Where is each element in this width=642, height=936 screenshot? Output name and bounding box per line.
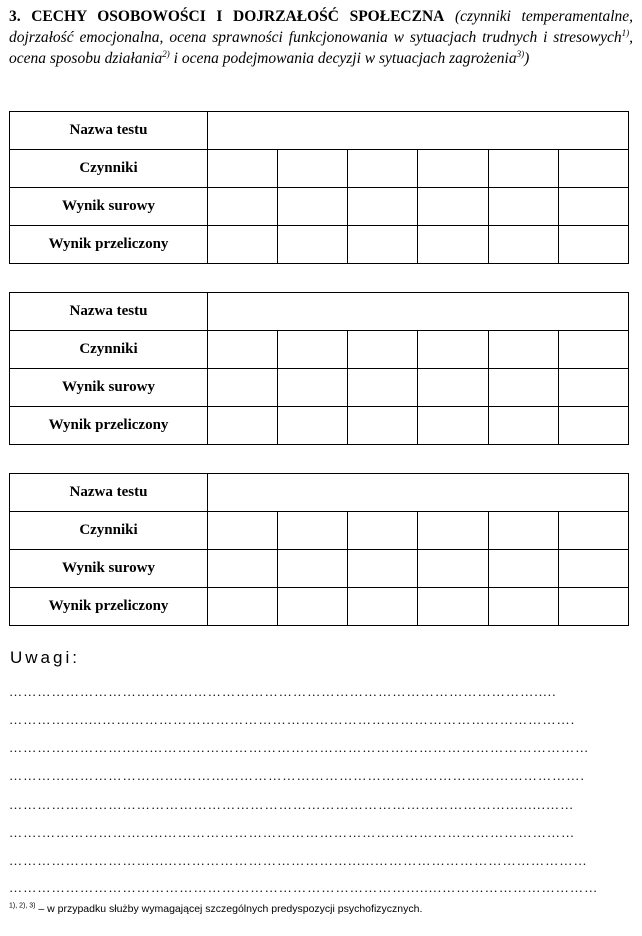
- remarks-line[interactable]: …………….....……………………………………………………………………………………….: [9, 712, 576, 727]
- row-label-test-name: Nazwa testu: [10, 474, 208, 512]
- table-cell[interactable]: [348, 331, 418, 369]
- table-cell[interactable]: [558, 588, 628, 626]
- table-cell[interactable]: [558, 331, 628, 369]
- table-cell[interactable]: [208, 369, 278, 407]
- test-name-cell[interactable]: [208, 293, 629, 331]
- table-cell[interactable]: [418, 369, 488, 407]
- table-cell[interactable]: [278, 188, 348, 226]
- row-label-test-name: Nazwa testu: [10, 293, 208, 331]
- table-cell[interactable]: [348, 188, 418, 226]
- table-cell[interactable]: [558, 550, 628, 588]
- table-cell[interactable]: [488, 588, 558, 626]
- footnote-text: – w przypadku służby wymagającej szczególnych predyspozycji psychofizycznych.: [35, 903, 423, 915]
- row-label-converted-score: Wynik przeliczony: [10, 588, 208, 626]
- remarks-line[interactable]: …………………………………………………………………………………………….........……: [9, 797, 575, 812]
- table-cell[interactable]: [558, 512, 628, 550]
- table-cell[interactable]: [278, 150, 348, 188]
- remarks-line[interactable]: ……………………………....………………………………………………………………………….: [9, 768, 586, 783]
- table-cell[interactable]: [348, 512, 418, 550]
- table-cell[interactable]: [348, 150, 418, 188]
- table-cell[interactable]: [348, 226, 418, 264]
- table-cell[interactable]: [418, 188, 488, 226]
- section-heading: [9, 6, 633, 69]
- row-label-factors: Czynniki: [10, 512, 208, 550]
- test-table-3: [9, 473, 629, 626]
- table-cell[interactable]: [278, 331, 348, 369]
- row-label-raw-score: Wynik surowy: [10, 188, 208, 226]
- table-cell[interactable]: [418, 150, 488, 188]
- table-cell[interactable]: [278, 369, 348, 407]
- table-cell[interactable]: [278, 407, 348, 445]
- table-cell[interactable]: [488, 150, 558, 188]
- test-name-cell[interactable]: [208, 474, 629, 512]
- remarks-label: Uwagi:: [10, 648, 80, 667]
- table-cell[interactable]: [208, 407, 278, 445]
- table-cell[interactable]: [488, 188, 558, 226]
- table-cell[interactable]: [348, 407, 418, 445]
- table-cell[interactable]: [208, 150, 278, 188]
- row-label-factors: Czynniki: [10, 150, 208, 188]
- table-cell[interactable]: [558, 407, 628, 445]
- table-cell[interactable]: [558, 188, 628, 226]
- table-cell[interactable]: [348, 588, 418, 626]
- table-cell[interactable]: [348, 550, 418, 588]
- table-cell[interactable]: [558, 226, 628, 264]
- table-cell[interactable]: [558, 150, 628, 188]
- table-cell[interactable]: [488, 407, 558, 445]
- table-cell[interactable]: [488, 226, 558, 264]
- remarks-line[interactable]: ……………………......…………………………………………………………………………………: [9, 740, 590, 755]
- table-cell[interactable]: [418, 226, 488, 264]
- table-cell[interactable]: [418, 550, 488, 588]
- table-cell[interactable]: [348, 369, 418, 407]
- row-label-converted-score: Wynik przeliczony: [10, 226, 208, 264]
- table-cell[interactable]: [418, 588, 488, 626]
- table-cell[interactable]: [208, 188, 278, 226]
- table-cell[interactable]: [278, 226, 348, 264]
- row-label-factors: Czynniki: [10, 331, 208, 369]
- row-label-raw-score: Wynik surowy: [10, 369, 208, 407]
- remarks-line[interactable]: …………………………………………………………………………........……………………………: [9, 880, 599, 895]
- remarks-line[interactable]: …….………………….....……………………………………………………………………………: [9, 825, 576, 840]
- section-title: 3. CECHY OSOBOWOŚCI I DOJRZAŁOŚĆ SPOŁECZNA: [9, 8, 445, 25]
- table-cell[interactable]: [488, 331, 558, 369]
- table-cell[interactable]: [558, 369, 628, 407]
- table-cell[interactable]: [208, 226, 278, 264]
- footnote-marks: 1), 2), 3): [9, 902, 36, 910]
- table-cell[interactable]: [208, 512, 278, 550]
- table-cell[interactable]: [488, 512, 558, 550]
- table-cell[interactable]: [278, 588, 348, 626]
- footnote: [9, 903, 422, 915]
- table-cell[interactable]: [488, 550, 558, 588]
- table-cell[interactable]: [278, 512, 348, 550]
- row-label-converted-score: Wynik przeliczony: [10, 407, 208, 445]
- table-cell[interactable]: [488, 369, 558, 407]
- row-label-test-name: Nazwa testu: [10, 112, 208, 150]
- table-cell[interactable]: [418, 331, 488, 369]
- table-cell[interactable]: [208, 550, 278, 588]
- test-name-cell[interactable]: [208, 112, 629, 150]
- remarks-line[interactable]: ………………………………………………………………………………………………….....: [9, 684, 557, 699]
- section-description: (czynniki temperamentalne, dojrzałość emocjonalna, ocena sprawności funkcjonowania w sytuacjach trudnych i stresowych$^{1)}$, ocena sposobu działania$^{2)}$ i ocena podejmowania decyzji w sytuacjach zagrożenia$^{3)}$): [9, 8, 633, 67]
- table-cell[interactable]: [278, 550, 348, 588]
- table-cell[interactable]: [208, 588, 278, 626]
- test-table-1: [9, 111, 629, 264]
- table-cell[interactable]: [418, 512, 488, 550]
- test-table-2: [9, 292, 629, 445]
- table-cell[interactable]: [418, 407, 488, 445]
- remarks-line[interactable]: …………………………......………………………………......………………………………………: [9, 853, 588, 868]
- table-cell[interactable]: [208, 331, 278, 369]
- row-label-raw-score: Wynik surowy: [10, 550, 208, 588]
